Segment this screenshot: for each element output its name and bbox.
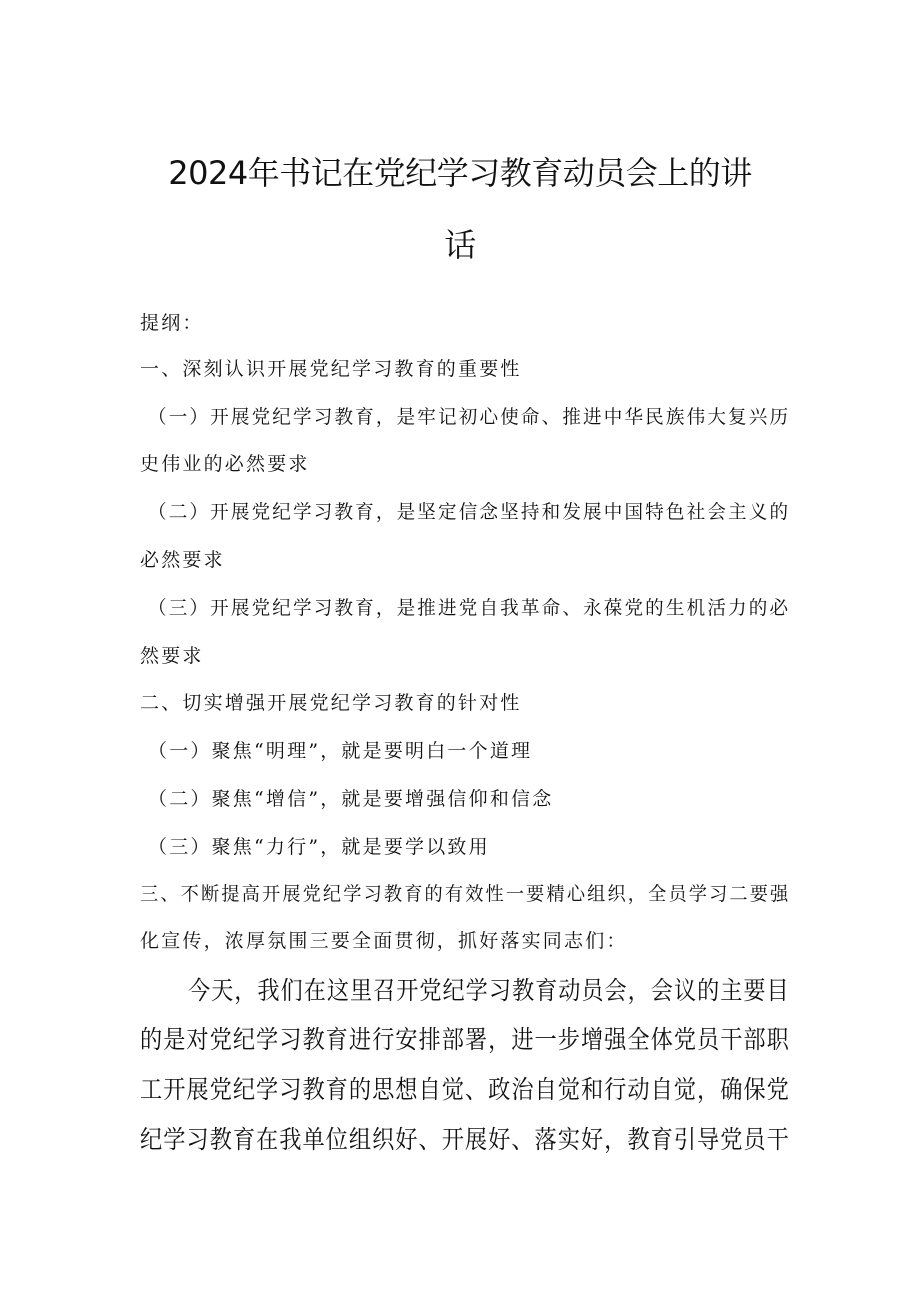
outline-item-1-3-cont: 然要求: [140, 645, 204, 667]
document-title-line-1: 2024年书记在党纪学习教育动员会上的讲: [168, 154, 752, 192]
outline-item-1-1: （一）开展党纪学习教育，是牢记初心使命、推进中华民族伟大复兴历: [148, 406, 791, 428]
outline-label: 提纲：: [140, 312, 204, 334]
body-paragraph-line-1: 今天，我们在这里召开党纪学习教育动员会，会议的主要目: [188, 976, 790, 1005]
outline-item-1-2-cont: 必然要求: [140, 549, 225, 571]
outline-section-1: 一、深刻认识开展党纪学习教育的重要性: [140, 358, 522, 380]
outline-item-2-3: （三）聚焦“力行”，就是要学以致用: [148, 836, 490, 858]
outline-item-1-3: （三）开展党纪学习教育，是推进党自我革命、永葆党的生机活力的必: [148, 597, 791, 619]
outline-section-3: 三、不断提高开展党纪学习教育的有效性一要精心组织，全员学习二要强: [140, 883, 791, 905]
outline-section-3-cont: 化宣传，浓厚氛围三要全面贯彻，抓好落实同志们：: [140, 930, 628, 952]
body-paragraph-line-2: 的是对党纪学习教育进行安排部署，进一步增强全体党员干部职: [140, 1025, 790, 1054]
body-paragraph-line-3: 工开展党纪学习教育的思想自觉、政治自觉和行动自觉，确保党: [140, 1075, 790, 1104]
outline-item-1-1-cont: 史伟业的必然要求: [140, 453, 310, 475]
outline-item-2-1: （一）聚焦“明理”，就是要明白一个道理: [148, 740, 533, 762]
document-title-line-2: 话: [444, 226, 476, 264]
outline-item-1-2: （二）开展党纪学习教育，是坚定信念坚持和发展中国特色社会主义的: [148, 501, 791, 523]
outline-section-2: 二、切实增强开展党纪学习教育的针对性: [140, 692, 522, 714]
outline-item-2-2: （二）聚焦“增信”，就是要增强信仰和信念: [148, 788, 554, 810]
body-paragraph-line-4: 纪学习教育在我单位组织好、开展好、落实好，教育引导党员干: [140, 1125, 790, 1154]
